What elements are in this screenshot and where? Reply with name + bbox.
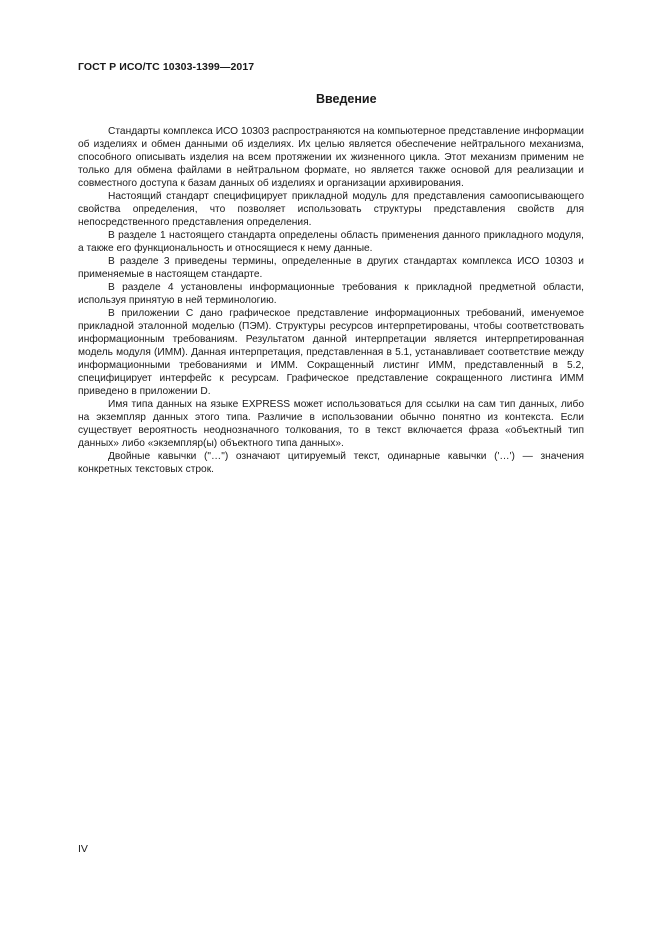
- body-text: [78, 125, 584, 476]
- paragraph: Настоящий стандарт специфицирует прикладной модуль для представления самоописывающего свойства определения, что позволяет использовать структуры представления свойств для непосредственного представления определения.: [78, 191, 584, 228]
- paragraph: В разделе 1 настоящего стандарта определены область применения данного прикладного модуля, а также его функциональность и относящиеся к нему данные.: [78, 230, 584, 254]
- page-number: IV: [78, 843, 88, 855]
- paragraph: Имя типа данных на языке EXPRESS может использоваться для ссылки на сам тип данных, либо на экземпляр данных этого типа. Различие в использовании обычно понятно из контекста. Если существует вероятность неоднозначного толкования, то в текст включается фраза «объектный тип данных» либо «экземпляр(ы) объектного типа данных».: [78, 399, 584, 449]
- paragraph: В приложении С дано графическое представление информационных требований, именуемое прикладной эталонной моделью (ПЭМ). Структуры ресурсов интерпретированы, чтобы соответствовать информационным требованиям. Результатом данной интерпретации является интерпретированная модель модуля (ИММ). Данная интерпретация, представленная в 5.1, устанавливает соответствие между информационными требованиями и ИММ. Сокращенный листинг ИММ, представленный в 5.2, специфицирует интерфейс к ресурсам. Графическое представление сокращенного листинга ИММ приведено в приложении D.: [78, 308, 584, 397]
- paragraph: Стандарты комплекса ИСО 10303 распространяются на компьютерное представление информации об изделиях и обмен данными об изделиях. Их целью является обеспечение нейтрального механизма, способного описывать изделия на всем протяжении их жизненного цикла. Этот механизм применим не только для обмена файлами в нейтральном формате, но является также основой для реализации и совместного доступа к базам данных об изделиях и организации архивирования.: [78, 126, 584, 189]
- paragraph: В разделе 4 установлены информационные требования к прикладной предметной области, используя принятую в ней терминологию.: [78, 282, 584, 306]
- paragraph: Двойные кавычки ("…") означают цитируемый текст, одинарные кавычки ('…') — значения конкретных текстовых строк.: [78, 451, 584, 475]
- paragraph: В разделе 3 приведены термины, определенные в других стандартах комплекса ИСО 10303 и применяемые в настоящем стандарте.: [78, 256, 584, 280]
- document-header: ГОСТ Р ИСО/ТС 10303-1399—2017: [78, 61, 255, 73]
- section-title: Введение: [316, 92, 377, 106]
